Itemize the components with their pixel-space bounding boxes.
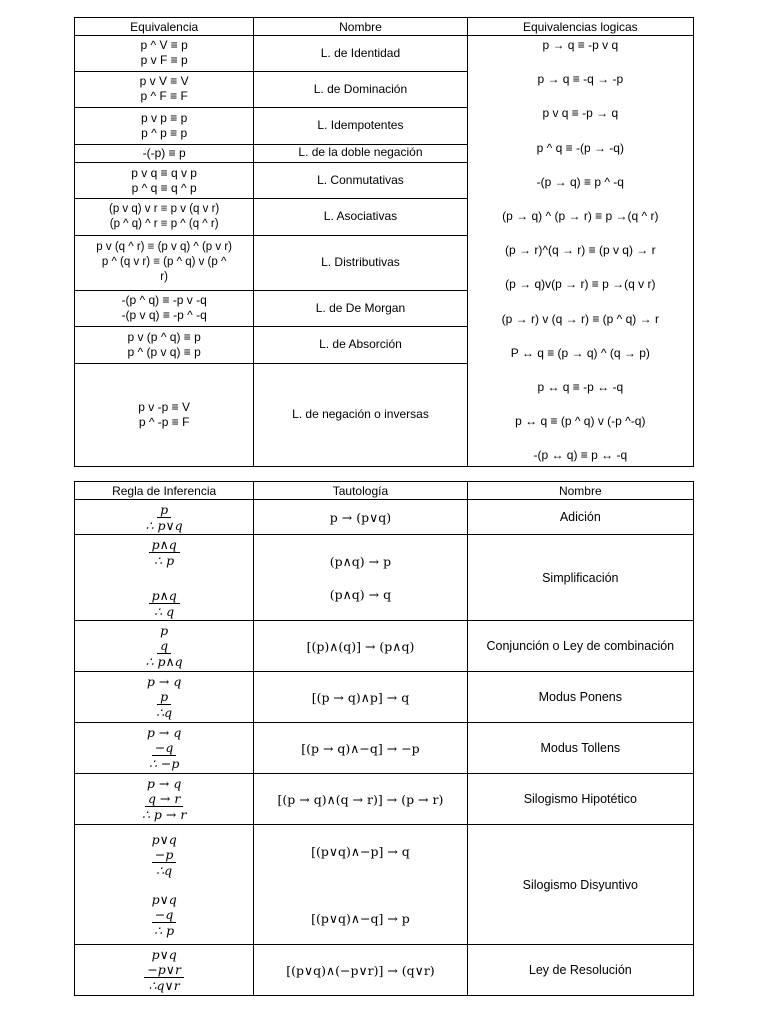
rule-name: Simplificación (467, 535, 693, 621)
equivalence-cell (75, 235, 254, 290)
premise: p∧q (149, 538, 180, 553)
tautology: (p∧q) → q (329, 586, 392, 602)
premise: q (157, 639, 171, 654)
equivalence-line: p v F ≡ p (140, 53, 188, 68)
rule-name: Adición (467, 500, 693, 535)
premise: q → r (145, 792, 183, 807)
inference-rule-cell (75, 500, 254, 535)
logical-equivalence: p v q ≡ -p → q (542, 106, 619, 121)
conclusion: ∴ p (154, 552, 175, 568)
conclusion: ∴ p → r (141, 807, 187, 822)
rule-name: Modus Ponens (467, 672, 693, 723)
conclusion: ∴ p∨q (145, 517, 183, 533)
tautology-cell (254, 672, 467, 723)
tautology: [(p∨q)∧−q] → p (311, 910, 410, 926)
equivalence-line: p v -p ≡ V (138, 399, 190, 414)
conclusion: ∴q (156, 705, 173, 720)
conclusion: ∴q (156, 862, 173, 878)
tautology-cell (254, 621, 467, 672)
premise: p (157, 503, 171, 518)
equivalence-cell (75, 162, 254, 199)
inference-rule-cell (75, 672, 254, 723)
inference-rule-cell (75, 825, 254, 945)
law-name: L. Conmutativas (254, 162, 467, 199)
law-name: L. Idempotentes (254, 108, 467, 145)
equivalence-cell (75, 71, 254, 108)
tautology-cell (254, 535, 467, 621)
logical-equivalence: (p → r) v (q → r) ≡ (p ^ q) → r (501, 311, 659, 326)
equivalence-cell (75, 144, 254, 162)
logical-equivalence: p ↔ q ≡ -p ↔ -q (537, 379, 624, 394)
premise: p → q (146, 725, 182, 740)
inference-rule-cell (75, 945, 254, 996)
conclusion: ∴ p∧q (145, 654, 183, 669)
law-name: L. de Absorción (254, 327, 467, 364)
premise: p∨q (151, 831, 177, 847)
tautology: [(p → q)∧p] → q (311, 689, 410, 705)
rule-name: Ley de Resolución (467, 945, 693, 996)
conclusion: ∴ −p (148, 756, 180, 771)
law-name: L. Distributivas (254, 235, 467, 290)
inference-rule-cell (75, 723, 254, 774)
table-header-row (75, 482, 694, 500)
premise: −q (152, 741, 176, 756)
law-name: L. de De Morgan (254, 290, 467, 327)
equivalence-cell (75, 290, 254, 327)
equivalence-cell (75, 36, 254, 72)
header-equivalencia: Equivalencia (75, 18, 254, 36)
equivalence-line: p ^ F ≡ F (140, 89, 188, 104)
premise: p → q (146, 776, 182, 791)
equivalence-line: -(-p) ≡ p (142, 145, 186, 160)
premise: −p∨r (144, 963, 184, 978)
inference-rule-cell (75, 535, 254, 621)
logical-equivalence: -(p ↔ q) ≡ p ↔ -q (533, 448, 628, 463)
equivalence-line: p v V ≡ V (139, 74, 189, 89)
header-regla-de-inferencia: Regla de Inferencia (75, 482, 254, 500)
equivalence-line: (p ^ q) ^ r ≡ p ^ (q ^ r) (109, 218, 219, 231)
logical-equivalences-cell (467, 36, 693, 467)
header-nombre: Nombre (467, 482, 693, 500)
premise: p∨q (151, 947, 177, 962)
premise: −q (152, 908, 176, 923)
equivalence-line: -(p ^ q) ≡ -p v -q (121, 293, 207, 308)
equivalence-line: p v p ≡ p (140, 110, 188, 125)
table-header-row (75, 18, 694, 36)
table-row (75, 500, 694, 535)
equivalence-line: p v (p ^ q) ≡ p (127, 329, 201, 344)
header-nombre: Nombre (254, 18, 467, 36)
law-name: L. de negación o inversas (254, 363, 467, 467)
header-equivalencias-logicas: Equivalencias logicas (467, 18, 693, 36)
rule-name: Silogismo Disyuntivo (467, 825, 693, 945)
conclusion: ∴ q (154, 603, 175, 619)
tautology: [(p → q)∧(q → r)] → (p → r) (277, 791, 444, 807)
law-name: L. de Dominación (254, 71, 467, 108)
table-row (75, 672, 694, 723)
table-row (75, 621, 694, 672)
equivalence-line: p ^ V ≡ p (140, 38, 188, 53)
premise: p∨q (151, 891, 177, 907)
equivalence-cell (75, 199, 254, 236)
logical-equivalence: p → q ≡ -p v q (542, 38, 619, 52)
equivalence-line: p ^ q ≡ q ^ p (131, 180, 197, 195)
tautology: [(p∨q)∧−p] → q (311, 843, 410, 859)
logical-equivalence: -(p → q) ≡ p ^ -q (536, 174, 624, 189)
tautology-cell (254, 825, 467, 945)
tautology: [(p → q)∧−q] → −p (301, 740, 420, 756)
equivalence-line: p ^ -p ≡ F (138, 414, 190, 429)
tautology-cell (254, 945, 467, 996)
table-row (75, 535, 694, 621)
logical-equivalence: (p → r)^(q → r) ≡ (p v q) → r (504, 243, 656, 258)
equivalence-cell (75, 327, 254, 364)
logical-equivalence: p → q ≡ -q → -p (537, 72, 624, 87)
table-row (75, 723, 694, 774)
equivalence-line: p v q ≡ q v p (131, 165, 197, 180)
premise: p → q (146, 674, 182, 689)
tautology: [(p∨q)∧(−p∨r)] → (q∨r) (286, 962, 435, 978)
equivalence-line: (p v q) v r ≡ p v (q v r) (109, 203, 220, 216)
tautology-cell (254, 774, 467, 825)
header-tautologia: Tautología (254, 482, 467, 500)
equivalence-line: p ^ p ≡ p (141, 125, 188, 140)
premise: p∧q (149, 589, 180, 604)
inference-rule-cell (75, 621, 254, 672)
table-row (75, 774, 694, 825)
tautology-cell (254, 500, 467, 535)
equivalence-line: p ^ (q v r) ≡ (p ^ q) v (p ^ (101, 256, 227, 269)
logical-equivalence: P ↔ q ≡ (p → q) ^ (q → p) (510, 345, 650, 360)
tautology: p → (p∨q) (329, 509, 392, 525)
equivalence-line: p v (q ^ r) ≡ (p v q) ^ (p v r) (96, 241, 232, 254)
equivalence-cell (75, 363, 254, 467)
equivalence-line: p ^ (p v q) ≡ p (127, 344, 201, 359)
tautology: (p∧q) → p (329, 553, 392, 569)
conclusion: ∴ p (154, 922, 175, 938)
premise: −p (152, 848, 176, 863)
rule-name: Conjunción o Ley de combinación (467, 621, 693, 672)
logical-equivalence: p ^ q ≡ -(p → -q) (536, 140, 624, 155)
equivalence-line: -(p v q) ≡ -p ^ -q (121, 308, 207, 323)
table-row (75, 945, 694, 996)
premise: p (157, 690, 171, 705)
inference-rules-table (74, 481, 694, 996)
logical-equivalence: p ↔ q ≡ (p ^ q) v (-p ^-q) (515, 414, 646, 429)
law-name: L. Asociativas (254, 199, 467, 236)
equivalence-line: r) (160, 271, 168, 284)
logical-equivalence: (p → q) ^ (p → r) ≡ p →(q ^ r) (502, 208, 659, 223)
equivalence-cell (75, 108, 254, 145)
inference-rule-cell (75, 774, 254, 825)
table-row (75, 825, 694, 945)
rule-name: Silogismo Hipotético (467, 774, 693, 825)
table-row (75, 36, 694, 72)
tautology-cell (254, 723, 467, 774)
equivalences-table (74, 17, 694, 467)
premise: p (160, 623, 169, 638)
tautology: [(p)∧(q)] → (p∧q) (306, 638, 415, 654)
conclusion: ∴q∨r (148, 978, 180, 993)
law-name: L. de Identidad (254, 36, 467, 72)
rule-name: Modus Tollens (467, 723, 693, 774)
logical-equivalence: (p → q)v(p → r) ≡ p →(q v r) (505, 277, 656, 292)
law-name: L. de la doble negación (254, 144, 467, 162)
